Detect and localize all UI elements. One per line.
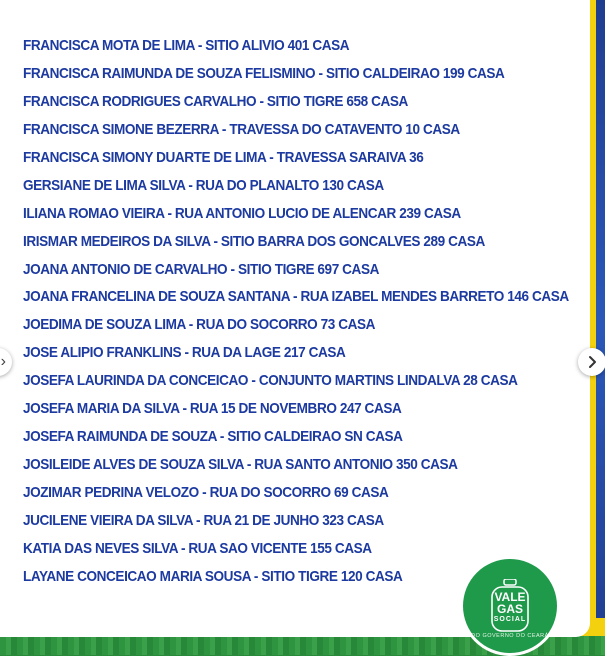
list-item: FRANCISCA SIMONY DUARTE DE LIMA - TRAVESSA SARAIVA 36 [23,149,424,166]
list-item: JOANA ANTONIO DE CARVALHO - SITIO TIGRE 697 CASA [23,261,379,278]
list-item: FRANCISCA RODRIGUES CARVALHO - SITIO TIGRE 658 CASA [23,93,408,110]
chevron-left-icon: › [0,353,6,370]
list-item: KATIA DAS NEVES SILVA - RUA SAO VICENTE 155 CASA [23,540,372,557]
list-item: JOSEFA RAIMUNDA DE SOUZA - SITIO CALDEIRAO SN CASA [23,429,403,446]
list-item: FRANCISCA RAIMUNDA DE SOUZA FELISMINO - SITIO CALDEIRAO 199 CASA [23,65,505,82]
list-item: JOSEFA MARIA DA SILVA - RUA 15 DE NOVEMBRO 247 CASA [23,401,402,418]
list-item: JOANA FRANCELINA DE SOUZA SANTANA - RUA IZABEL MENDES BARRETO 146 CASA [23,289,569,306]
logo-wordmark [463,591,557,625]
list-item: GERSIANE DE LIMA SILVA - RUA DO PLANALTO 130 CASA [23,177,384,194]
next-slide-button[interactable] [578,348,605,376]
list-item: JUCILENE VIEIRA DA SILVA - RUA 21 DE JUNHO 323 CASA [23,512,384,529]
logo-line2: GAS [496,602,523,616]
list-item: ILIANA ROMAO VIEIRA - RUA ANTONIO LUCIO DE ALENCAR 239 CASA [23,205,461,222]
list-item: JOEDIMA DE SOUZA LIMA - RUA DO SOCORRO 73 CASA [23,317,376,334]
chevron-right-icon [585,355,599,369]
list-item: LAYANE CONCEICAO MARIA SOUSA - SITIO TIGRE 120 CASA [23,568,403,585]
logo-ring-text: DO GOVERNO DO CEARÁ [471,633,549,639]
list-item: JOZIMAR PEDRINA VELOZO - RUA DO SOCORRO 69 CASA [23,485,389,501]
vale-gas-social-logo [460,556,560,656]
list-item: FRANCISCA MOTA DE LIMA - SITIO ALIVIO 401 CASA [23,38,350,54]
list-item: FRANCISCA SIMONE BEZERRA - TRAVESSA DO CATAVENTO 10 CASA [23,121,460,138]
beneficiary-list [23,35,583,594]
list-item: JOSEFA LAURINDA DA CONCEICAO - CONJUNTO MARTINS LINDALVA 28 CASA [23,373,518,390]
list-item: JOSILEIDE ALVES DE SOUZA SILVA - RUA SANTO ANTONIO 350 CASA [23,457,458,474]
logo-line3: SOCIAL [493,616,527,623]
list-item: IRISMAR MEDEIROS DA SILVA - SITIO BARRA DOS GONCALVES 289 CASA [23,233,485,250]
logo-line1: VALE [494,590,526,604]
list-item: JOSE ALIPIO FRANKLINS - RUA DA LAGE 217 CASA [23,345,346,362]
logo-badge [463,559,557,653]
frame-blue-right [596,0,605,655]
